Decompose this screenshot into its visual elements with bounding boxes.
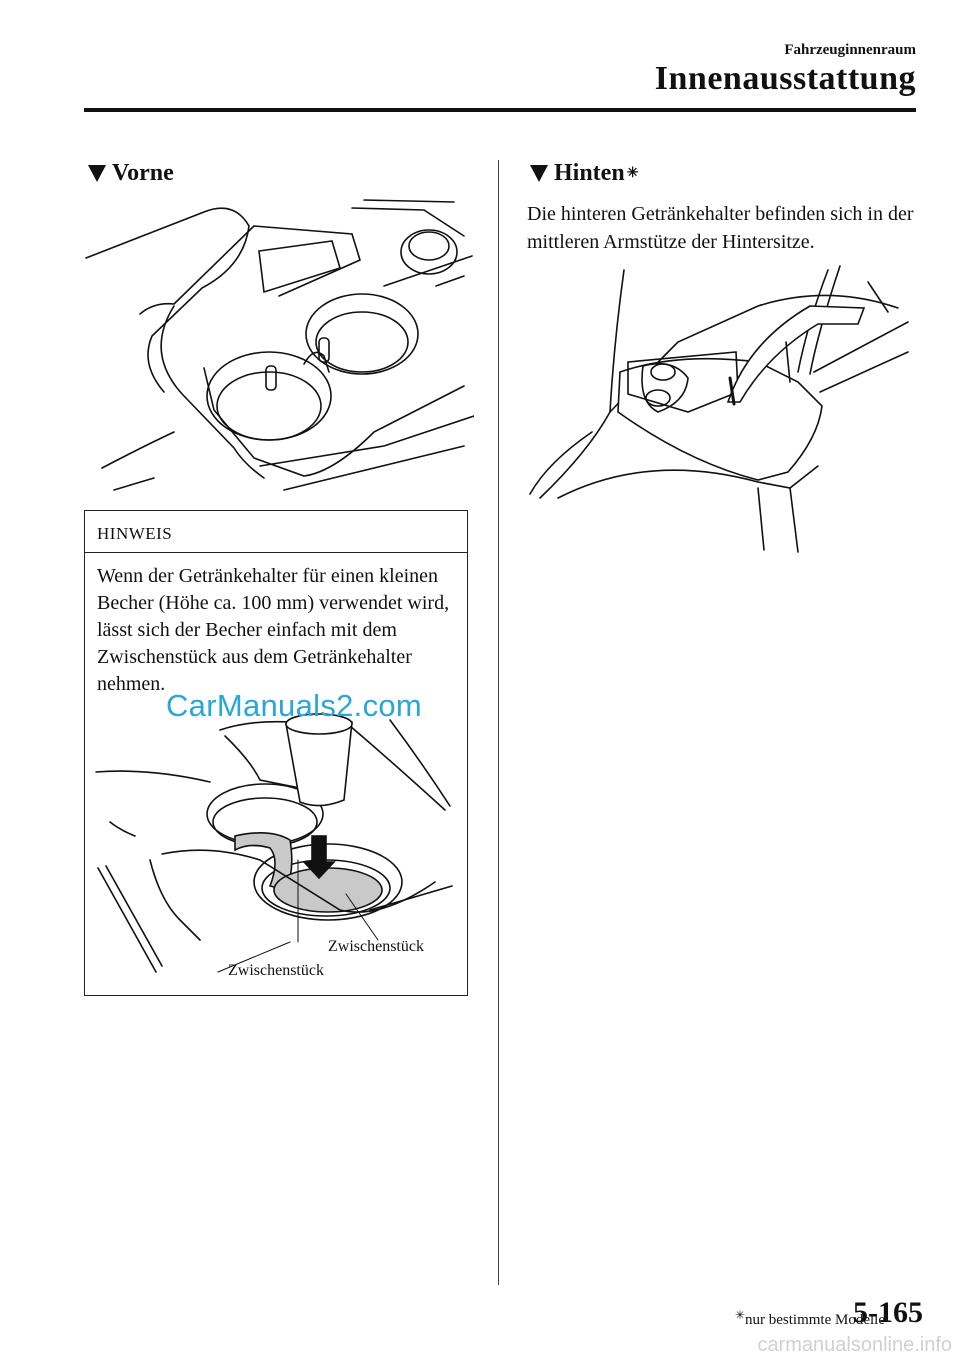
page-title: Innenausstattung: [654, 60, 916, 97]
front-cupholder-illustration: [84, 196, 474, 492]
triangle-bullet-icon: [530, 165, 548, 182]
watermark-logo: CarManuals2.com: [166, 688, 423, 723]
callout-insert-lower: Zwischenstück: [228, 962, 324, 979]
triangle-bullet-icon: [88, 165, 106, 182]
watermark-site: carmanualsonline.info: [757, 1334, 952, 1356]
section-heading-front: [88, 160, 174, 187]
chapter-label: Fahrzeuginnenraum: [784, 42, 916, 58]
page-number: 5-165: [853, 1296, 923, 1329]
rear-cupholder-illustration: [528, 262, 918, 554]
rear-description: Die hinteren Getränkehalter befinden sich in der mittleren Armstütze der Hintersitze.: [527, 203, 914, 253]
column-divider: [498, 160, 499, 1285]
section-heading-rear: [530, 160, 638, 187]
note-label: HINWEIS: [85, 511, 467, 553]
callout-insert-upper: Zwischenstück: [328, 938, 424, 955]
asterisk-icon: ✳: [626, 166, 639, 181]
section-heading-front-text: Vorne: [112, 160, 174, 186]
footer-asterisk-icon: ✳: [735, 1308, 746, 1322]
footer-note: nur bestimmte Modelle: [745, 1312, 885, 1328]
note-text: Wenn der Getränkehalter für einen kleinen Becher (Höhe ca. 100 mm) verwendet wird, lässt sich der Becher einfach mit dem Zwischenstück aus dem Getränkehalter nehmen.: [97, 565, 450, 695]
header-rule: [84, 108, 916, 112]
section-heading-rear-text: Hinten: [554, 160, 625, 186]
